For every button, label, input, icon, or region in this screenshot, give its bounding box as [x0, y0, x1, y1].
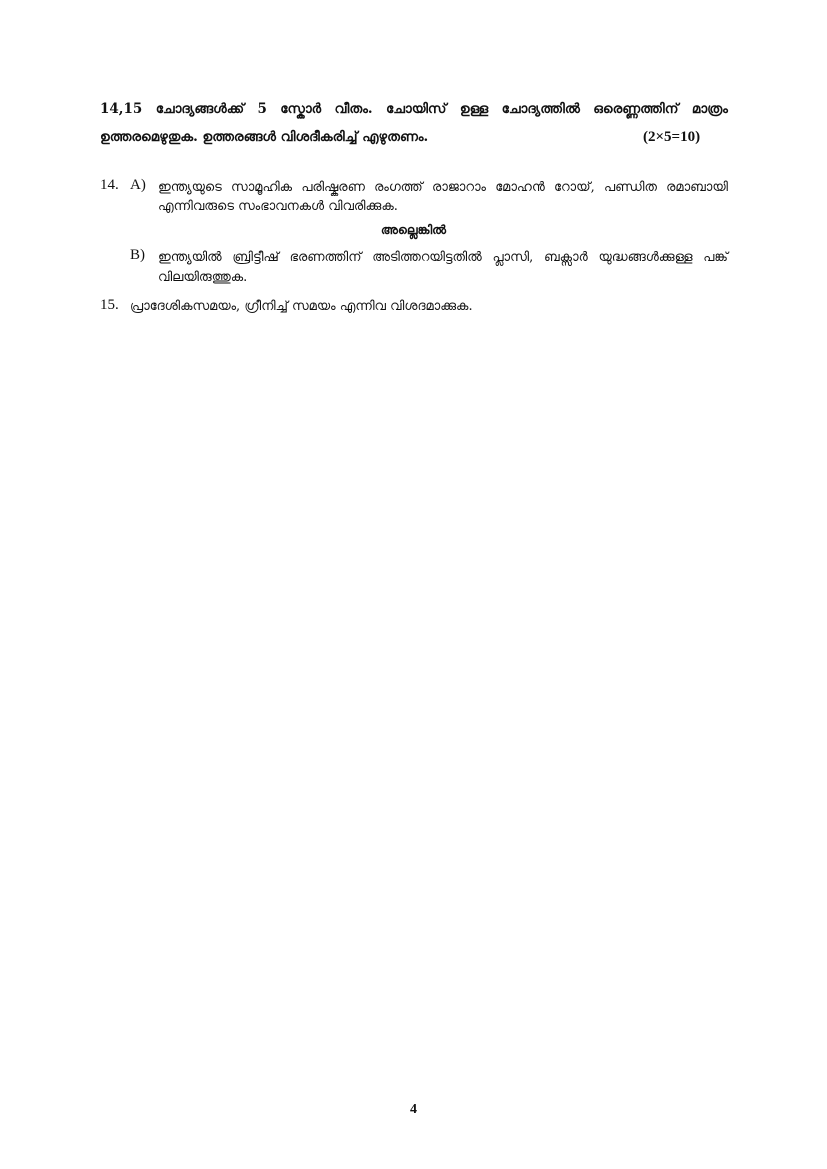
question-number-14: 14.: [100, 177, 119, 193]
question-number-15: 15.: [100, 297, 119, 313]
option-a-word: റോയ്,: [553, 180, 595, 195]
or-label: അല്ലെങ്കിൽ: [380, 222, 447, 237]
marks-label: (2×5=10): [643, 129, 701, 145]
option-b-word: ഇന്ത്യയിൽ: [158, 250, 222, 265]
option-a-word: പണ്ഡിത: [603, 180, 657, 195]
option-a-word: ഇന്ത്യയുടെ: [158, 180, 222, 195]
option-a-word: പരിഷ്കരണ: [301, 180, 365, 195]
instruction-word: ചോദ്യങ്ങൾക്ക്: [155, 101, 245, 117]
option-a-word: രമാബായി: [666, 180, 728, 195]
option-b-line-1: [158, 250, 728, 265]
option-b-label: B): [130, 247, 145, 263]
question-15-text: പ്രാദേശികസമയം, ഗ്രീനിച്ച് സമയം എന്നിവ വിശദമാക്കുക.: [130, 299, 473, 314]
option-a-word: രാജാറാം: [431, 180, 486, 195]
instruction-word: വീതം.: [334, 101, 373, 117]
option-b-word: അടിത്തറയിട്ടതിൽ: [372, 250, 482, 265]
instruction-line-2: [100, 129, 728, 145]
instruction-word: ഉള്ള: [459, 101, 489, 117]
instruction-word: ഒരെണ്ണത്തിന്: [593, 101, 679, 117]
instruction-word: ചോയിസ്: [385, 101, 447, 117]
page-number: 4: [410, 1102, 417, 1117]
option-b-word: യുദ്ധങ്ങൾക്കുള്ള: [598, 250, 693, 265]
option-b-word: പങ്ക്: [703, 250, 728, 265]
option-a-word: രംഗത്ത്: [374, 180, 423, 195]
instruction-text: ഉത്തരമെഴുതുക. ഉത്തരങ്ങൾ വിശദീകരിച്ച് എഴുതണം.: [100, 129, 429, 145]
instruction-word: സ്കോർ: [280, 101, 322, 117]
instruction-word: 5: [257, 101, 267, 117]
option-a-word: സാമൂഹിക: [231, 180, 293, 195]
option-b-word: ഭരണത്തിന്: [289, 250, 362, 265]
option-a-line-2: എന്നിവരുടെ സംഭാവനകൾ വിവരിക്കുക.: [158, 199, 398, 214]
option-a-line-1: [158, 180, 728, 195]
instruction-word: 14,15: [100, 101, 143, 117]
option-b-word: ബക്സാർ: [543, 250, 588, 265]
option-a-word: മോഹൻ: [495, 180, 545, 195]
option-b-word: ബ്രിട്ടീഷ്: [232, 250, 279, 265]
instruction-line-1: [100, 101, 728, 117]
instruction-word: ചോദ്യത്തിൽ: [501, 101, 580, 117]
option-b-word: പ്ലാസി,: [492, 250, 534, 265]
option-b-line-2: വിലയിരുത്തുക.: [158, 270, 248, 285]
option-a-label: A): [130, 177, 146, 193]
instruction-word: മാത്രം: [691, 101, 728, 117]
